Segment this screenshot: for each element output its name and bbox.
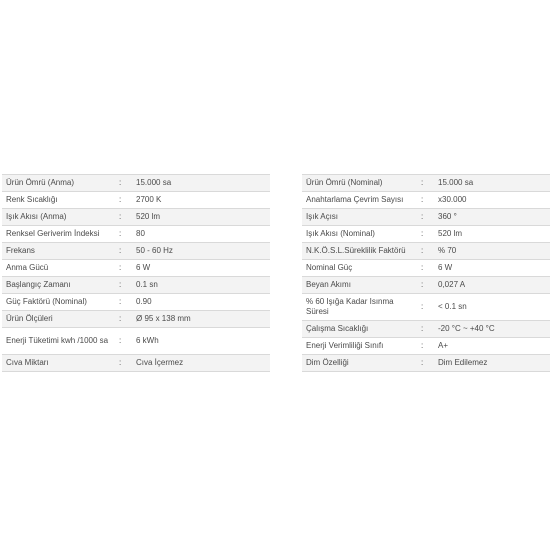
spec-value: 15.000 sa (434, 175, 550, 192)
spec-value: Ø 95 x 138 mm (132, 311, 270, 328)
spec-label: Işık Açısı (302, 209, 417, 226)
spec-value: Dim Edilemez (434, 355, 550, 372)
spec-label: Başlangıç Zamanı (2, 277, 115, 294)
spec-row (2, 243, 270, 260)
spec-value: A+ (434, 338, 550, 355)
spec-separator: : (115, 226, 132, 243)
spec-value: < 0.1 sn (434, 294, 550, 321)
spec-table-left (2, 174, 270, 372)
spec-label: Anma Gücü (2, 260, 115, 277)
spec-row (2, 192, 270, 209)
spec-row (2, 328, 270, 355)
spec-label: Ürün Ömrü (Nominal) (302, 175, 417, 192)
spec-separator: : (417, 294, 434, 321)
spec-separator: : (115, 277, 132, 294)
spec-label: Nominal Güç (302, 260, 417, 277)
spec-row (302, 243, 550, 260)
spec-label: Işık Akısı (Nominal) (302, 226, 417, 243)
spec-label: Renksel Geriverim İndeksi (2, 226, 115, 243)
spec-row (302, 192, 550, 209)
spec-separator: : (115, 355, 132, 372)
spec-row (302, 355, 550, 372)
spec-label: Güç Faktörü (Nominal) (2, 294, 115, 311)
spec-value: 2700 K (132, 192, 270, 209)
spec-value: 50 - 60 Hz (132, 243, 270, 260)
spec-value: 6 W (132, 260, 270, 277)
spec-row (302, 277, 550, 294)
spec-separator: : (115, 328, 132, 355)
spec-row (2, 311, 270, 328)
spec-separator: : (115, 192, 132, 209)
spec-value: 80 (132, 226, 270, 243)
spec-row (302, 338, 550, 355)
spec-row (2, 277, 270, 294)
spec-row (302, 260, 550, 277)
spec-value: 520 lm (132, 209, 270, 226)
spec-label: Renk Sıcaklığı (2, 192, 115, 209)
spec-separator: : (417, 277, 434, 294)
spec-value: 6 kWh (132, 328, 270, 355)
spec-separator: : (115, 294, 132, 311)
spec-row (302, 226, 550, 243)
spec-row (302, 175, 550, 192)
spec-separator: : (115, 175, 132, 192)
spec-value: 6 W (434, 260, 550, 277)
spec-separator: : (417, 260, 434, 277)
spec-label: Enerji Verimliliği Sınıfı (302, 338, 417, 355)
spec-row (2, 355, 270, 372)
spec-separator: : (417, 209, 434, 226)
spec-value: 15.000 sa (132, 175, 270, 192)
spec-separator: : (417, 243, 434, 260)
spec-separator: : (417, 175, 434, 192)
spec-label: % 60 Işığa Kadar Isınma Süresi (302, 294, 417, 321)
spec-value: -20 °C ~ +40 °C (434, 321, 550, 338)
spec-table-right (302, 174, 550, 372)
spec-label: Ürün Ölçüleri (2, 311, 115, 328)
spec-value: 0.1 sn (132, 277, 270, 294)
spec-value: x30.000 (434, 192, 550, 209)
spec-separator: : (115, 243, 132, 260)
spec-label: N.K.Ö.S.L.Süreklilik Faktörü (302, 243, 417, 260)
spec-label: Anahtarlama Çevrim Sayısı (302, 192, 417, 209)
spec-value: Cıva İçermez (132, 355, 270, 372)
spec-row (2, 260, 270, 277)
spec-separator: : (417, 355, 434, 372)
spec-separator: : (417, 226, 434, 243)
spec-value: 0.90 (132, 294, 270, 311)
spec-label: Enerji Tüketimi kwh /1000 sa (2, 328, 115, 355)
spec-value: 360 ° (434, 209, 550, 226)
spec-row (2, 175, 270, 192)
spec-value: % 70 (434, 243, 550, 260)
spec-label: Frekans (2, 243, 115, 260)
spec-label: Dim Özelliği (302, 355, 417, 372)
spec-separator: : (115, 311, 132, 328)
spec-separator: : (115, 260, 132, 277)
spec-label: Ürün Ömrü (Anma) (2, 175, 115, 192)
spec-row (302, 294, 550, 321)
spec-label: Çalışma Sıcaklığı (302, 321, 417, 338)
spec-label: Cıva Miktarı (2, 355, 115, 372)
spec-label: Beyan Akımı (302, 277, 417, 294)
spec-label: Işık Akısı (Anma) (2, 209, 115, 226)
spec-row (302, 209, 550, 226)
spec-row (2, 209, 270, 226)
spec-separator: : (417, 338, 434, 355)
spec-value: 0,027 A (434, 277, 550, 294)
spec-separator: : (417, 192, 434, 209)
spec-row (2, 294, 270, 311)
spec-separator: : (417, 321, 434, 338)
spec-separator: : (115, 209, 132, 226)
spec-row (302, 321, 550, 338)
spec-row (2, 226, 270, 243)
spec-value: 520 lm (434, 226, 550, 243)
